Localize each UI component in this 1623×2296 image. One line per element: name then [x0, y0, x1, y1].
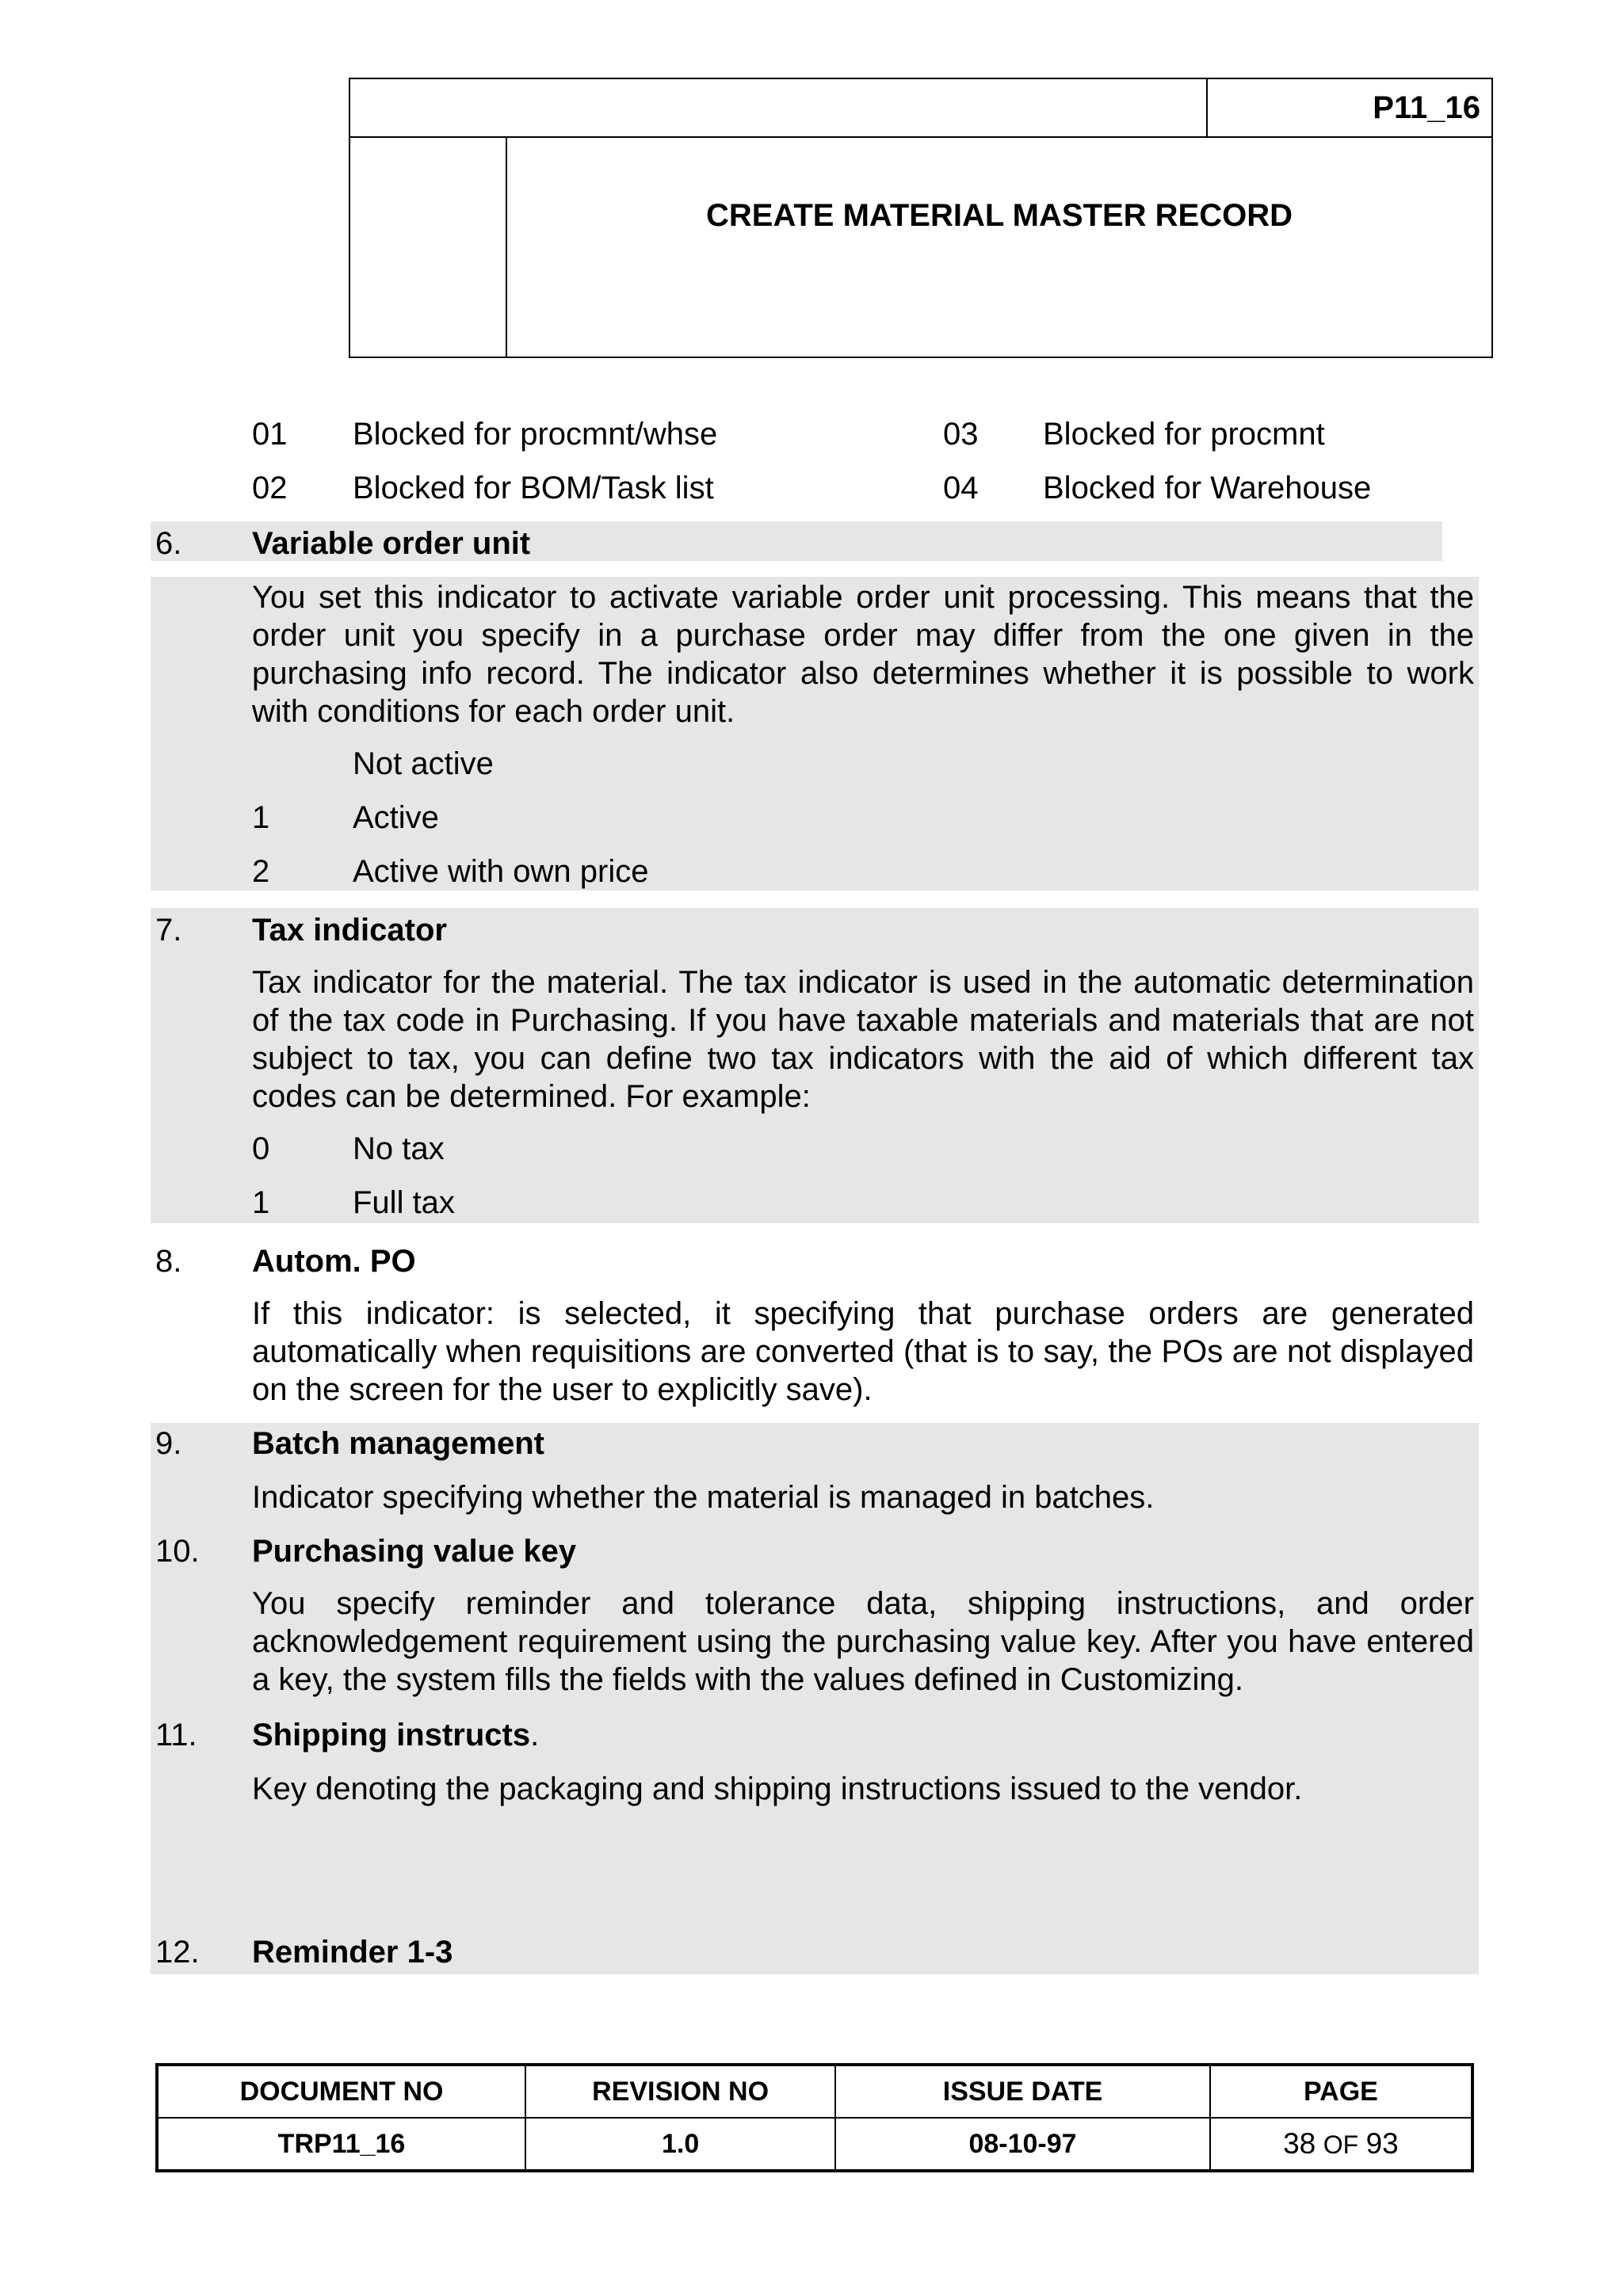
option-label: Active with own price: [353, 854, 649, 889]
section-text: If this indicator: is selected, it specifying that purchase orders are generated automatically when requisitions are converted (that is to say, the POs are not displayed on the screen for the user to explicitly save).: [252, 1296, 1474, 1407]
option-label: No tax: [353, 1131, 445, 1166]
section-number: 12.: [155, 1935, 200, 1970]
section-text: Indicator specifying whether the material is managed in batches.: [252, 1480, 1155, 1515]
footer-value-row: [157, 2118, 1472, 2171]
section-title-suffix: .: [530, 1718, 540, 1753]
section-number: 10.: [155, 1534, 200, 1569]
page-number: [1210, 2118, 1472, 2171]
block-label: Blocked for Warehouse: [1043, 471, 1372, 505]
page-total: 93: [1365, 2127, 1399, 2160]
section-number: 8.: [155, 1244, 182, 1279]
section-title: Autom. PO: [252, 1244, 416, 1279]
section-text: Key denoting the packaging and shipping instructions issued to the vendor.: [252, 1772, 1303, 1806]
block-label: Blocked for procmnt/whse: [353, 417, 718, 452]
option-code: 1: [252, 800, 270, 835]
option-code: 0: [252, 1131, 270, 1166]
footer-header-row: [157, 2065, 1472, 2118]
revision-number: 1.0: [525, 2118, 835, 2171]
section-text: Tax indicator for the material. The tax indicator is used in the automatic determination of the tax code in Purchasing. If you have taxable materials and materials that are not subject to tax, you can define two tax indicators with the aid of which different tax codes can be determined. For example:: [252, 965, 1474, 1114]
block-code: 03: [943, 417, 979, 452]
option-code: 2: [252, 854, 270, 889]
section-title-text: Shipping instructs: [252, 1718, 531, 1753]
header-divider: [350, 136, 1491, 138]
section-title: Purchasing value key: [252, 1534, 577, 1569]
footer-header: REVISION NO: [525, 2065, 835, 2118]
section-text: You set this indicator to activate variable order unit processing. This means that the order unit you specify in a purchase order may differ from the one given in the purchasing info record. The indicator also determines whether it is possible to work with conditions for each order unit.: [252, 580, 1474, 729]
footer-header: ISSUE DATE: [835, 2065, 1210, 2118]
issue-date: 08-10-97: [835, 2118, 1210, 2171]
section-text: You specify reminder and tolerance data, shipping instructions, and order acknowledgement requirement using the purchasing value key. After you have entered a key, the system fills the fields with the values defined in Customizing.: [252, 1586, 1474, 1697]
section-title: [252, 1718, 539, 1753]
section-title: Reminder 1-3: [252, 1935, 453, 1970]
section-number: 11.: [155, 1718, 197, 1753]
header-box: [349, 78, 1493, 358]
section-number: 7.: [155, 913, 182, 948]
section-title: Variable order unit: [252, 526, 531, 561]
option-label: Full tax: [353, 1185, 455, 1220]
header-divider: [506, 136, 507, 357]
page-current: 38: [1283, 2127, 1316, 2160]
footer-header: PAGE: [1210, 2065, 1472, 2118]
block-code: 02: [252, 471, 288, 505]
footer-table: [155, 2063, 1474, 2172]
section-title: Tax indicator: [252, 913, 447, 948]
option-label: Active: [353, 800, 439, 835]
section-title: Batch management: [252, 1426, 544, 1461]
page-of: OF: [1323, 2130, 1359, 2159]
block-code: 04: [943, 471, 979, 505]
option-code: 1: [252, 1185, 270, 1220]
section-number: 6.: [155, 526, 182, 561]
option-label: Not active: [353, 746, 494, 781]
document-number: TRP11_16: [157, 2118, 525, 2171]
block-label: Blocked for BOM/Task list: [353, 471, 714, 505]
block-label: Blocked for procmnt: [1043, 417, 1325, 452]
block-code: 01: [252, 417, 288, 452]
page-title: CREATE MATERIAL MASTER RECORD: [706, 198, 1293, 233]
document-code: P11_16: [1373, 90, 1480, 125]
footer-header: DOCUMENT NO: [157, 2065, 525, 2118]
section-number: 9.: [155, 1426, 182, 1461]
